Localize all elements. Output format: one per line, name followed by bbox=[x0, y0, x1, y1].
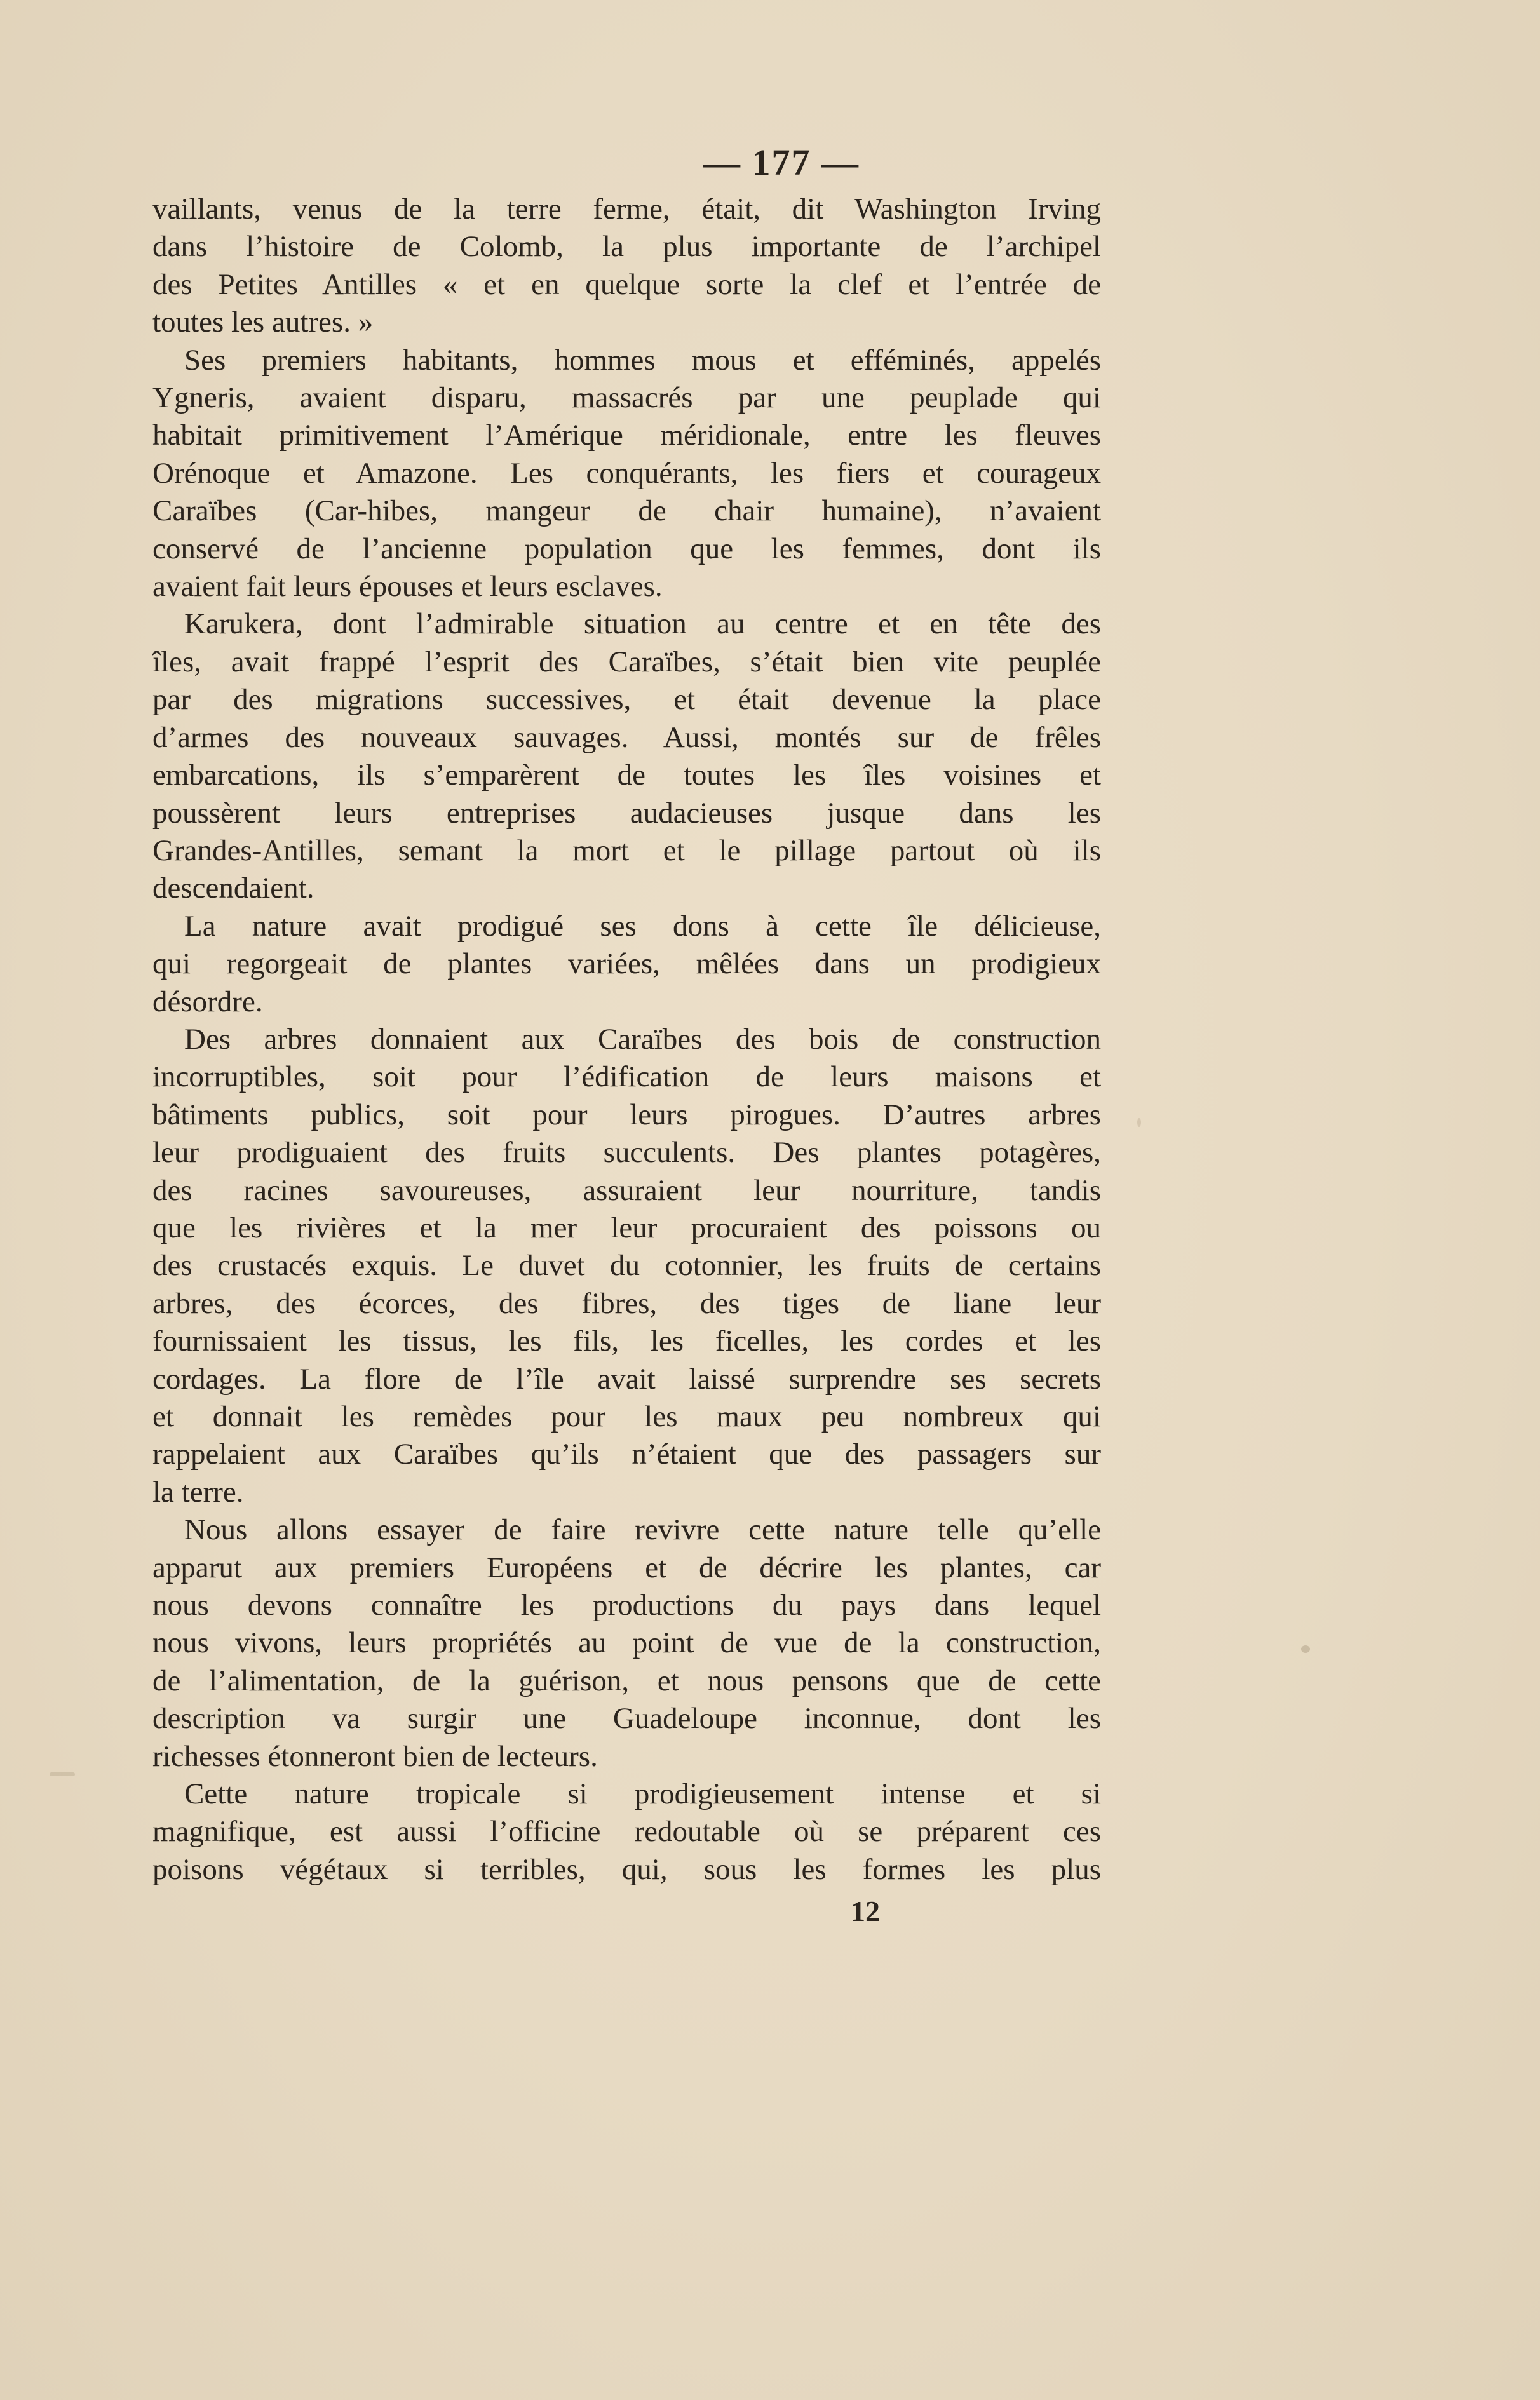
text-line: leur prodiguaient des fruits succulents. Des plantes potagères, bbox=[152, 1136, 1101, 1170]
page-number: — 177 — bbox=[703, 142, 860, 183]
text-line: richesses étonneront bien de lecteurs. bbox=[152, 1739, 598, 1773]
signature-mark: 12 bbox=[851, 1895, 880, 1927]
text-line: Karukera, dont l’admirable situation au centre et en tête des bbox=[184, 607, 1101, 641]
text-line: Cette nature tropicale si prodigieusement intense et si bbox=[184, 1777, 1101, 1811]
text-line: des crustacés exquis. Le duvet du cotonnier, les fruits de certains bbox=[152, 1249, 1101, 1283]
text-line: que les rivières et la mer leur procuraient des poissons ou bbox=[152, 1211, 1101, 1244]
text-line: description va surgir une Guadeloupe inconnue, dont les bbox=[152, 1702, 1101, 1736]
text-line: embarcations, ils s’emparèrent de toutes les îles voisines et bbox=[152, 758, 1101, 792]
text-line: désordre. bbox=[152, 985, 263, 1018]
text-line: vaillants, venus de la terre ferme, était, dit Washington Irving bbox=[152, 192, 1101, 226]
body-text bbox=[152, 191, 1101, 1889]
text-line: incorruptibles, soit pour l’édification de leurs maisons et bbox=[152, 1060, 1101, 1094]
text-line: Ygneris, avaient disparu, massacrés par une peuplade qui bbox=[152, 381, 1101, 415]
text-line: avaient fait leurs épouses et leurs esclaves. bbox=[152, 570, 663, 603]
text-line: Caraïbes (Car-hibes, mangeur de chair humaine), n’avaient bbox=[152, 494, 1101, 528]
text-line: nous vivons, leurs propriétés au point de vue de la construction, bbox=[152, 1626, 1101, 1660]
text-line: cordages. La flore de l’île avait laissé surprendre ses secrets bbox=[152, 1362, 1101, 1396]
paper-spot bbox=[1301, 1645, 1310, 1653]
text-line: arbres, des écorces, des fibres, des tiges de liane leur bbox=[152, 1286, 1101, 1320]
text-line: la terre. bbox=[152, 1475, 244, 1509]
text-line: Grandes-Antilles, semant la mort et le pillage partout où ils bbox=[152, 833, 1101, 867]
text-line: bâtiments publics, soit pour leurs pirogues. D’autres arbres bbox=[152, 1098, 1101, 1131]
text-line: apparut aux premiers Européens et de décrire les plantes, car bbox=[152, 1551, 1101, 1584]
text-line: magnifique, est aussi l’officine redoutable où se préparent ces bbox=[152, 1815, 1101, 1849]
text-line: Orénoque et Amazone. Les conquérants, les fiers et courageux bbox=[152, 456, 1101, 490]
text-line: des Petites Antilles « et en quelque sorte la clef et l’entrée de bbox=[152, 267, 1101, 301]
text-line: conservé de l’ancienne population que les femmes, dont ils bbox=[152, 532, 1101, 565]
text-line: La nature avait prodigué ses dons à cette île délicieuse, bbox=[184, 909, 1101, 943]
text-line: îles, avait frappé l’esprit des Caraïbes, s’était bien vite peuplée bbox=[152, 645, 1101, 678]
text-line: fournissaient les tissus, les fils, les ficelles, les cordes et les bbox=[152, 1325, 1101, 1358]
text-line: et donnait les remèdes pour les maux peu nombreux qui bbox=[152, 1400, 1101, 1433]
text-line: nous devons connaître les productions du pays dans lequel bbox=[152, 1589, 1101, 1622]
text-line: par des migrations successives, et était devenue la place bbox=[152, 683, 1101, 717]
text-line: d’armes des nouveaux sauvages. Aussi, montés sur de frêles bbox=[152, 720, 1101, 754]
text-line: Ses premiers habitants, hommes mous et efféminés, appelés bbox=[184, 343, 1101, 377]
text-line: poussèrent leurs entreprises audacieuses jusque dans les bbox=[152, 796, 1101, 830]
text-line: des racines savoureuses, assuraient leur nourriture, tandis bbox=[152, 1173, 1101, 1207]
text-line: rappelaient aux Caraïbes qu’ils n’étaient que des passagers sur bbox=[152, 1438, 1101, 1471]
text-line: habitait primitivement l’Amérique méridionale, entre les fleuves bbox=[152, 419, 1101, 452]
text-line: Nous allons essayer de faire revivre cette nature telle qu’elle bbox=[184, 1513, 1101, 1547]
text-line: Des arbres donnaient aux Caraïbes des bois de construction bbox=[184, 1022, 1101, 1056]
text-line: toutes les autres. » bbox=[152, 306, 374, 339]
text-line: descendaient. bbox=[152, 872, 314, 905]
paper-spot bbox=[1137, 1118, 1141, 1127]
text-line: dans l’histoire de Colomb, la plus importante de l’archipel bbox=[152, 230, 1101, 264]
text-line: qui regorgeait de plantes variées, mêlées dans un prodigieux bbox=[152, 947, 1101, 981]
text-line: poisons végétaux si terribles, qui, sous les formes les plus bbox=[152, 1852, 1101, 1886]
paper-spot bbox=[50, 1772, 75, 1776]
text-line: de l’alimentation, de la guérison, et nous pensons que de cette bbox=[152, 1664, 1101, 1697]
